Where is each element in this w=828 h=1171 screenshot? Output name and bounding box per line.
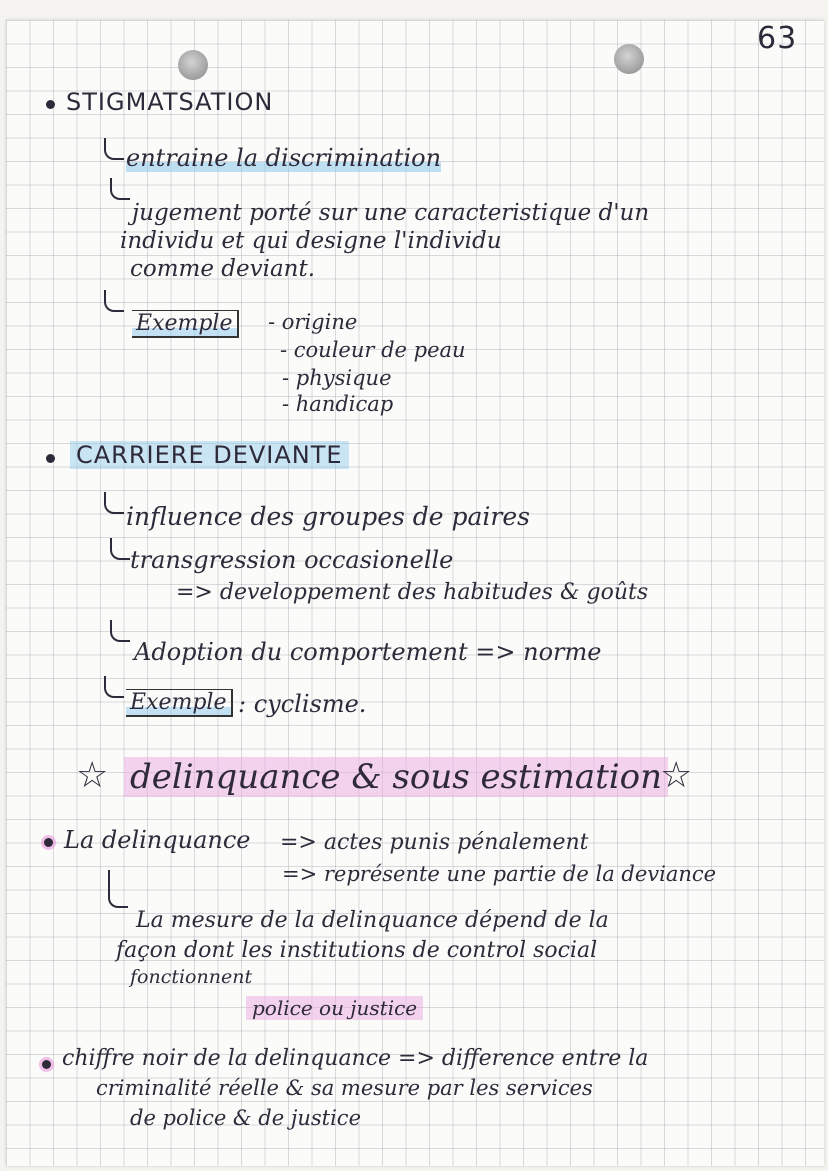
- stig-line-2b: individu et qui designe l'individu: [120, 228, 502, 254]
- stig-example-2: - couleur de peau: [280, 338, 466, 362]
- title-delinquance: delinquance & sous estimation: [124, 760, 668, 794]
- chiffre-line-b: criminalité réelle & sa mesure par les services: [96, 1076, 593, 1100]
- stig-line-2c: comme deviant.: [130, 256, 316, 282]
- arrow-icon: [110, 178, 130, 200]
- stig-example-1: - origine: [268, 310, 358, 334]
- heading-carriere: CARRIERE DEVIANTE: [70, 443, 349, 467]
- delin-line2c: fonctionnent: [130, 966, 253, 988]
- stig-example-4: - handicap: [282, 392, 394, 416]
- heading-stigmatisation: STIGMATSATION: [66, 88, 274, 116]
- carr-example-value: : cyclisme.: [238, 690, 367, 718]
- chiffre-line-a: chiffre noir de la delinquance => difference entre la: [62, 1046, 649, 1071]
- punch-hole-right: [614, 44, 644, 74]
- delin-line2b: façon dont les institutions de control social: [116, 938, 598, 963]
- arrow-icon: [104, 290, 124, 312]
- arrow-icon: [110, 620, 130, 642]
- delin-line1-b: => représente une partie de la deviance: [282, 862, 717, 886]
- bullet-chiffre-noir: [42, 1060, 51, 1069]
- star-icon: ☆: [76, 755, 109, 796]
- delin-line1-label: La delinquance: [64, 826, 251, 854]
- arrow-icon: [108, 870, 128, 908]
- carr-line-4: Adoption du comportement => norme: [134, 638, 602, 666]
- carr-line-1: influence des groupes de paires: [126, 502, 530, 531]
- delin-line2a: La mesure de la delinquance dépend de la: [136, 908, 609, 933]
- arrow-icon: [110, 538, 130, 560]
- bullet-delinquance: [44, 838, 53, 847]
- punch-hole-left: [178, 50, 208, 80]
- stig-example-label: Exemple: [132, 313, 239, 335]
- stig-example-3: - physique: [282, 366, 392, 390]
- delin-line1-a: => actes punis pénalement: [280, 830, 589, 855]
- page-number: 63: [757, 21, 798, 56]
- bullet-stigmatisation: [46, 100, 55, 109]
- stig-line-1: entraine la discrimination: [126, 144, 442, 172]
- carr-line-3: => developpement des habitudes & goûts: [176, 580, 649, 605]
- carr-line-2: transgression occasionelle: [130, 546, 454, 574]
- chiffre-line-c: de police & de justice: [130, 1106, 361, 1130]
- arrow-icon: [104, 138, 124, 160]
- arrow-icon: [104, 492, 124, 514]
- delin-line2d: police ou justice: [246, 998, 423, 1018]
- bullet-carriere: [46, 454, 55, 463]
- carr-example-label: Exemple: [126, 692, 233, 714]
- stig-line-2a: jugement porté sur une caracteristique d'un: [132, 200, 650, 226]
- star-icon: ☆: [660, 755, 693, 796]
- arrow-icon: [104, 676, 124, 698]
